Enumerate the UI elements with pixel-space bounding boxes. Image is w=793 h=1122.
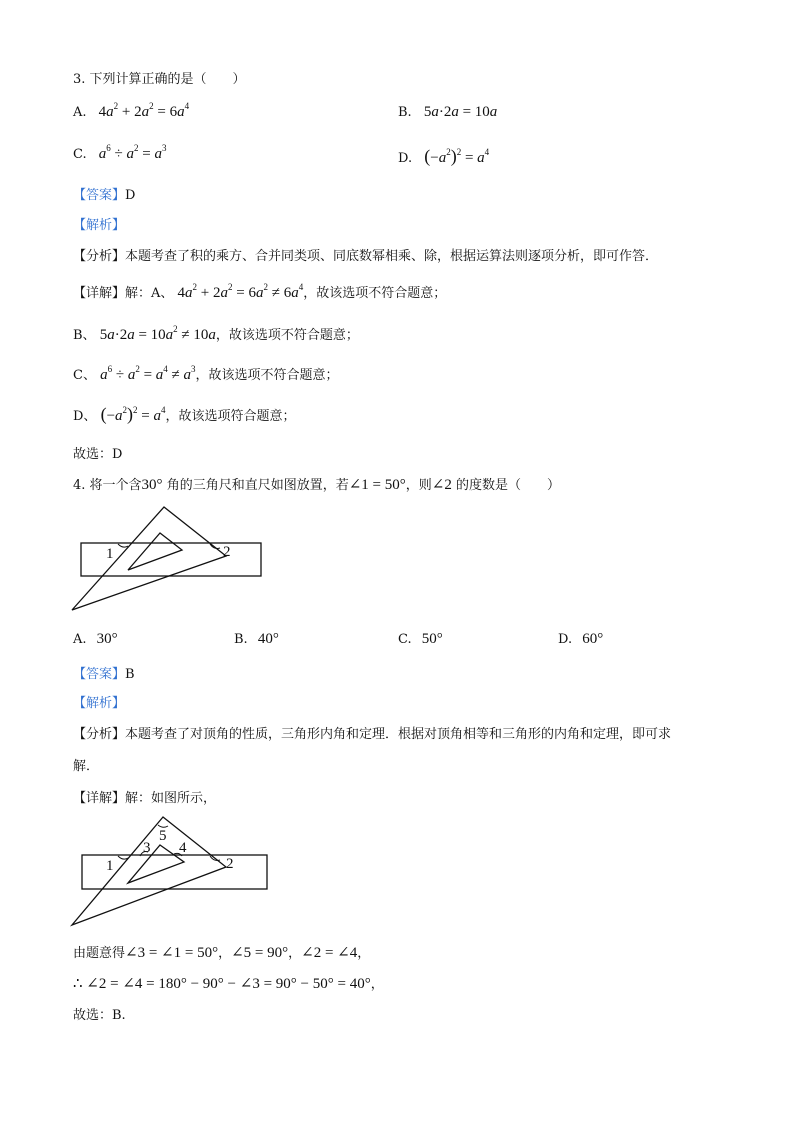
q4-conclusion: 故选：B. — [73, 1008, 126, 1023]
q4-fenxi-line2: 解． — [73, 759, 100, 774]
q3-detail-b: B、 $5a\cdot 2a = 10a^2 \ne 10a$，故该选项不符合题意； — [73, 324, 359, 343]
q3-analysis-tag: 【解析】 — [73, 218, 126, 233]
q3-option-a: A. $4a^2 + 2a^2 = 6a^4$ — [73, 101, 190, 120]
q4-analysis-tag: 【解析】 — [73, 696, 126, 711]
figure1-label-1: 1 — [106, 546, 114, 562]
q3-stem: 3. 下列计算正确的是（ ） — [73, 72, 246, 87]
figure2-label-3: 3 — [143, 840, 151, 856]
q4-detail: 【详解】解：如图所示， — [73, 791, 217, 806]
q3-answer: 【答案】D — [73, 188, 136, 203]
q4-option-d: D. 60° — [558, 631, 604, 647]
q4-given: 由题意得∠3 = ∠1 = 50°，∠5 = 90°，∠2 = ∠4， — [73, 945, 371, 961]
q4-option-c: C. 50° — [398, 631, 443, 647]
q3-option-d: D. $(-a^2)^2 = a^4$ — [398, 146, 490, 166]
figure2-label-1: 1 — [106, 858, 114, 874]
q3-detail-c: C、 $a^6 \div a^2 = a^4 \ne a^3$，故该选项不符合题意； — [73, 364, 339, 383]
q4-derivation: ∴ ∠2 = ∠4 = 180° − 90° − ∠3 = 90° − 50° = 40°， — [73, 976, 384, 992]
figure2-label-5: 5 — [159, 828, 167, 844]
q4-option-a: A. 30° — [73, 631, 118, 647]
figure1-label-2: 2 — [223, 544, 231, 560]
q3-detail-d: D、 $(-a^2)^2 = a^4$，故该选项符合题意； — [73, 404, 296, 424]
q3-conclusion: 故选：D — [73, 447, 123, 462]
q4-stem: 4. 将一个含30° 角的三角尺和直尺如图放置，若∠1 = 50°，则∠2 的度数是（ ） — [73, 477, 560, 493]
q3-option-c: C. $a^6 \div a^2 = a^3$ — [73, 143, 167, 162]
triangle-outer — [72, 507, 226, 610]
q3-fenxi: 【分析】本题考查了积的乘方、合并同类项、同底数幂相乘、除，根据运算法则逐项分析，即可作答． — [73, 249, 659, 264]
figure2-label-2: 2 — [226, 856, 234, 872]
q4-answer: 【答案】B — [73, 667, 135, 682]
q4-option-b: B. 40° — [234, 631, 279, 647]
triangle-inner — [128, 845, 184, 883]
q4-figure-1 — [60, 500, 280, 615]
q4-figure-2 — [60, 812, 280, 930]
q4-fenxi-line1: 【分析】本题考查了对顶角的性质，三角形内角和定理．根据对顶角相等和三角形的内角和定理，即可求 — [73, 727, 672, 742]
triangle-outer — [72, 817, 226, 925]
q3-detail-a: 【详解】解：A、 $4a^2 + 2a^2 = 6a^2 \ne 6a^4$，故该选项不符合题意； — [73, 282, 447, 301]
figure2-label-4: 4 — [179, 840, 187, 856]
q3-option-b: B. 5a·2a = 10a — [398, 104, 498, 120]
